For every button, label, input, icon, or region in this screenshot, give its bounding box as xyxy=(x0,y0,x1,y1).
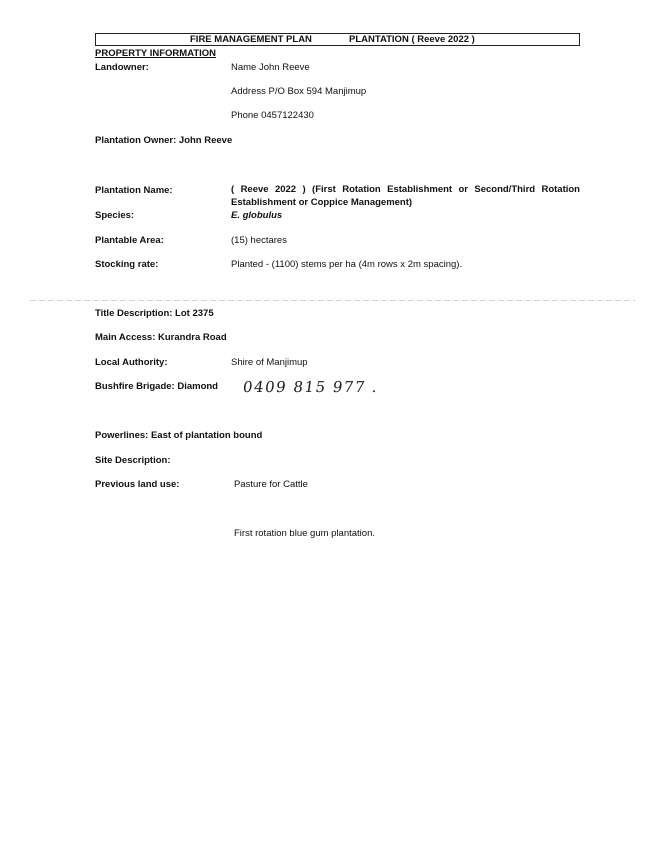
landowner-name: Name John Reeve xyxy=(231,62,310,73)
landowner-phone: Phone 0457122430 xyxy=(231,110,314,121)
local-authority-label: Local Authority: xyxy=(95,357,168,368)
plantation-owner: Plantation Owner: John Reeve xyxy=(95,135,233,146)
powerlines: Powerlines: East of plantation bound xyxy=(95,430,263,441)
previous-land-use-label: Previous land use: xyxy=(95,479,180,490)
brigade-phone-handwritten: 0409 815 977 . xyxy=(241,378,380,396)
stocking-rate-value: Planted - (1100) stems per ha (4m rows x 2m spacing). xyxy=(231,259,463,270)
plantation-title: PLANTATION ( Reeve 2022 ) xyxy=(349,34,475,45)
header-box xyxy=(95,33,580,46)
stocking-rate-label: Stocking rate: xyxy=(95,259,159,270)
title-description: Title Description: Lot 2375 xyxy=(95,308,214,319)
main-access: Main Access: Kurandra Road xyxy=(95,332,227,343)
document-title: FIRE MANAGEMENT PLAN xyxy=(190,34,312,45)
plantation-name-label: Plantation Name: xyxy=(95,185,173,196)
site-description-label: Site Description: xyxy=(95,455,171,466)
scan-artifact-line xyxy=(30,300,635,301)
plantable-area-label: Plantable Area: xyxy=(95,235,164,246)
plantation-name-value: ( Reeve 2022 ) (First Rotation Establishment or Second/Third Rotation Establishment or Coppice Management) xyxy=(231,184,580,208)
section-title-property: PROPERTY INFORMATION xyxy=(95,48,217,59)
species-value: E. globulus xyxy=(231,210,283,221)
bushfire-brigade-label: Bushfire Brigade: Diamond xyxy=(95,381,218,392)
landowner-label: Landowner: xyxy=(95,62,149,73)
plantable-area-value: (15) hectares xyxy=(231,235,287,246)
previous-land-use-value: Pasture for Cattle xyxy=(234,479,308,490)
local-authority-value: Shire of Manjimup xyxy=(231,357,308,368)
rotation-note: First rotation blue gum plantation. xyxy=(234,528,375,539)
species-label: Species: xyxy=(95,210,135,221)
landowner-address: Address P/O Box 594 Manjimup xyxy=(231,86,367,97)
